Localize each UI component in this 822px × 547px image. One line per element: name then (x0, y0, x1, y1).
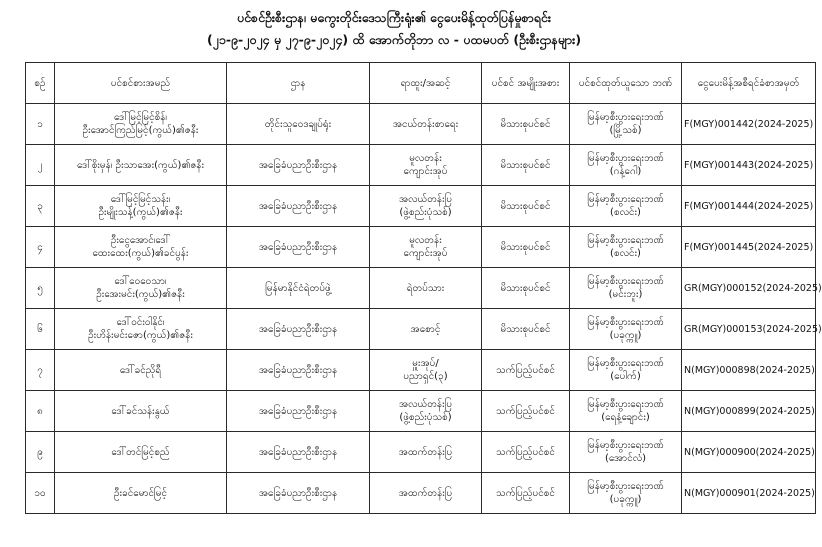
cell-pension-type (482, 309, 570, 350)
cell-pension-type (482, 227, 570, 268)
document-title: ပင်စင်ဦးစီးဌာန၊ မကွေးတိုင်းဒေသကြီးရုံး၏ ငွေပေးမိန့်ထုတ်ပြန်မှုစာရင်း (236, 10, 552, 25)
table-row (26, 227, 816, 268)
cell-bank-line: မြန်မာ့စီးပွားရေးဘဏ် (587, 440, 664, 451)
cell-bank-line: မြန်မာ့စီးပွားရေးဘဏ် (587, 276, 664, 287)
cell-bank-line: (ဂန့်ဂေါ) (609, 166, 642, 177)
cell-position (370, 391, 482, 432)
cell-name-line: ဒေါ်စိုးမှန်၊ ဦးသာအေး(ကွယ်)၏ဇနီး (76, 159, 205, 171)
cell-office (227, 473, 370, 514)
cell-position-line: မူလတန်း (409, 235, 442, 246)
cell-pension-type (482, 268, 570, 309)
cell-pension-type-line: သက်ပြည့်ပင်စင် (496, 446, 555, 458)
table-row (26, 432, 816, 473)
cell-position-line: အလယ်တန်းပြ (398, 194, 453, 205)
cell-pension-type (482, 186, 570, 227)
cell-name (55, 473, 227, 514)
cell-office-line: မြန်မာနိုင်ငံရဲတပ်ဖွဲ့ (265, 282, 331, 294)
cell-office-line: အခြေခံပညာဦးစီးဌာန (258, 405, 338, 417)
table-row (26, 309, 816, 350)
cell-pension-type (482, 432, 570, 473)
cell-bank-line: (မင်းဘူး) (608, 289, 643, 300)
cell-position-line: မှူးအုပ်/ (412, 358, 439, 369)
cell-position-line: အလယ်တန်းပြ (398, 399, 453, 410)
cell-pension-type (482, 145, 570, 186)
cell-no: ၁၀ (26, 473, 55, 514)
table-body (26, 104, 822, 514)
cell-pension-type (482, 104, 570, 145)
cell-report-no: GR(MGY)000153(2024-2025) (682, 309, 816, 350)
cell-pension-type-line: မိသားစုပင်စင် (500, 323, 551, 335)
cell-name-line: ဦးဟိန်းမင်းဇော(ကွယ်)၏ဇနီး (88, 330, 193, 341)
col-header-position: ရာထူး/အဆင့် (370, 63, 482, 104)
cell-office-line: အခြေခံပညာဦးစီးဌာန (258, 446, 338, 458)
cell-pension-type-line: သက်ပြည့်ပင်စင် (496, 364, 555, 376)
cell-bank (570, 268, 682, 309)
table-row (26, 473, 816, 514)
cell-position (370, 227, 482, 268)
cell-bank (570, 145, 682, 186)
cell-position (370, 309, 482, 350)
cell-office-line: အခြေခံပညာဦးစီးဌာန (258, 200, 338, 212)
cell-report-no: F(MGY)001442(2024-2025) (682, 104, 816, 145)
cell-position-line: (ဖွဲ့စည်းပုံသစ်) (399, 207, 452, 218)
cell-name (55, 309, 227, 350)
cell-position-line: အငယ်တန်းစာရေး (392, 118, 459, 130)
cell-position-line: ပညာရှင်(၃) (403, 371, 448, 382)
cell-bank-line: (ပေါက်) (610, 371, 641, 382)
cell-office-line: အခြေခံပညာဦးစီးဌာန (258, 241, 338, 253)
cell-report-no: GR(MGY)000152(2024-2025) (682, 268, 816, 309)
cell-bank (570, 186, 682, 227)
cell-name-line: ဒေါ်ဝင်းဝါနိုင်၊ (116, 317, 165, 328)
cell-name (55, 391, 227, 432)
cell-name (55, 145, 227, 186)
cell-name (55, 227, 227, 268)
cell-position-line: အစောင့် (410, 323, 441, 335)
cell-name-line: ဒေါ်တင်မြင့်စည် (111, 446, 170, 458)
cell-name-line: ဒေါ်ခင်ညိုရီ (119, 364, 162, 376)
cell-bank-line: မြန်မာ့စီးပွားရေးဘဏ် (587, 194, 664, 205)
cell-position (370, 104, 482, 145)
cell-report-no: N(MGY)000900(2024-2025) (682, 432, 816, 473)
cell-office (227, 391, 370, 432)
col-header-report-no: ငွေပေးမိန့်အစီရင်ခံစာအမှတ် (682, 63, 816, 104)
cell-name-line: ဒေါ်ခင်သန်းနွယ် (111, 405, 170, 417)
cell-name-line: ဒေါ်မြင့်မြင့်စိန်၊ (113, 112, 168, 123)
cell-position-line: ကျောင်းအုပ် (403, 248, 448, 259)
cell-bank-line: (စလင်း) (610, 207, 641, 218)
col-header-bank: ပင်စင်ထုတ်ယူသော ဘဏ် (570, 63, 682, 104)
cell-office (227, 186, 370, 227)
cell-name (55, 432, 227, 473)
cell-bank (570, 104, 682, 145)
cell-pension-type (482, 391, 570, 432)
cell-report-no: N(MGY)000901(2024-2025) (682, 473, 816, 514)
cell-position-line: အထက်တန်းပြ (398, 446, 453, 458)
cell-report-no: N(MGY)000898(2024-2025) (682, 350, 816, 391)
cell-office (227, 227, 370, 268)
cell-report-no: F(MGY)001445(2024-2025) (682, 227, 816, 268)
cell-position (370, 186, 482, 227)
cell-position-line: ကျောင်းအုပ် (403, 166, 448, 177)
cell-name (55, 186, 227, 227)
cell-bank-line: မြန်မာ့စီးပွားရေးဘဏ် (587, 235, 664, 246)
cell-bank-line: မြန်မာ့စီးပွားရေးဘဏ် (587, 317, 664, 328)
table-row (26, 145, 816, 186)
cell-pension-type-line: မိသားစုပင်စင် (500, 282, 551, 294)
cell-position-line: (ဖွဲ့စည်းပုံသစ်) (399, 412, 452, 423)
cell-bank-line: (ပခုက္ကူ) (609, 330, 642, 341)
cell-no: ၈ (26, 391, 55, 432)
cell-name (55, 104, 227, 145)
pension-table (25, 62, 822, 514)
cell-pension-type-line: မိသားစုပင်စင် (500, 200, 551, 212)
cell-bank-line: (ပခုက္ကူ) (609, 494, 642, 505)
cell-office-line: အခြေခံပညာဦးစီးဌာန (258, 487, 338, 499)
cell-position-line: မူလတန်း (409, 153, 442, 164)
cell-office (227, 309, 370, 350)
cell-position (370, 350, 482, 391)
table-row (26, 391, 816, 432)
table-row (26, 268, 816, 309)
cell-pension-type-line: မိသားစုပင်စင် (500, 118, 551, 130)
document-subtitle: (၂၁-၉-၂၀၂၄ မှ ၂၇-၉-၂၀၂၄) ထိ အောက်တိုဘာ လ - ပထမပတ် (ဦးစီးဌာနများ) (206, 32, 582, 47)
cell-bank-line: မြန်မာ့စီးပွားရေးဘဏ် (587, 481, 664, 492)
cell-no: ၉ (26, 432, 55, 473)
cell-bank (570, 227, 682, 268)
cell-bank-line: (ရေနံ့ချောင်း) (601, 412, 650, 423)
cell-pension-type-line: မိသားစုပင်စင် (500, 241, 551, 253)
cell-no: ၂ (26, 145, 55, 186)
cell-no: ၄ (26, 227, 55, 268)
cell-office-line: အခြေခံပညာဦးစီးဌာန (258, 364, 338, 376)
cell-no: ၇ (26, 350, 55, 391)
cell-report-no: F(MGY)001443(2024-2025) (682, 145, 816, 186)
cell-office (227, 104, 370, 145)
cell-bank-line: မြန်မာ့စီးပွားရေးဘဏ် (587, 358, 664, 369)
col-header-name: ပင်စင်စားအမည် (55, 63, 227, 104)
cell-bank-line: မြန်မာ့စီးပွားရေးဘဏ် (587, 399, 664, 410)
cell-bank-line: (စလင်း) (610, 248, 641, 259)
cell-name (55, 350, 227, 391)
cell-name-line: ထေးထေး(ကွယ်)၏ခင်ပွန်း (92, 248, 189, 259)
cell-name-line: ဦးအေးမင်း(ကွယ်)၏ဇနီး (96, 289, 185, 300)
cell-pension-type (482, 350, 570, 391)
cell-name (55, 268, 227, 309)
cell-name-line: ဒေါ်မြင့်မြင့်သန်း၊ (110, 194, 171, 205)
cell-name-line: ဦးမျိုးသန့်(ကွယ်)၏ဇနီး (98, 207, 183, 218)
cell-name-line: ဒေါ်ဝေဝေသာ၊ (114, 276, 167, 287)
cell-no: ၅ (26, 268, 55, 309)
cell-no: ၃ (26, 186, 55, 227)
cell-name-line: ဦးခင်မောင်မြင့် (114, 487, 167, 499)
cell-office (227, 145, 370, 186)
cell-pension-type-line: သက်ပြည့်ပင်စင် (496, 405, 555, 417)
cell-position (370, 473, 482, 514)
cell-pension-type-line: သက်ပြည့်ပင်စင် (496, 487, 555, 499)
cell-bank-line: မြန်မာ့စီးပွားရေးဘဏ် (587, 153, 664, 164)
cell-office (227, 350, 370, 391)
cell-bank-line: (အောင်လံ) (604, 453, 647, 464)
cell-office (227, 268, 370, 309)
cell-bank (570, 309, 682, 350)
cell-bank (570, 432, 682, 473)
cell-no: ၁ (26, 104, 55, 145)
cell-report-no: F(MGY)001444(2024-2025) (682, 186, 816, 227)
cell-position-line: ရဲတပ်သား (406, 282, 445, 294)
cell-bank-line: (မြို့သစ်) (609, 125, 642, 136)
col-header-pension-type: ပင်စင် အမျိုးအစား (482, 63, 570, 104)
cell-bank-line: မြန်မာ့စီးပွားရေးဘဏ် (587, 112, 664, 123)
cell-position (370, 268, 482, 309)
cell-bank (570, 350, 682, 391)
col-header-office: ဌာန (227, 63, 370, 104)
table-header-row (26, 63, 816, 104)
cell-bank (570, 473, 682, 514)
cell-name-line: ဦးငွေအောင်၊ဒေါ် (110, 235, 171, 246)
cell-office (227, 432, 370, 473)
cell-position-line: အထက်တန်းပြ (398, 487, 453, 499)
cell-position (370, 432, 482, 473)
cell-bank (570, 391, 682, 432)
cell-name-line: ဦးအောင်ကြည်မြင့်(ကွယ်)၏ဇနီး (82, 125, 199, 136)
table-row (26, 104, 816, 145)
table-row (26, 350, 816, 391)
table-row (26, 186, 816, 227)
cell-pension-type-line: မိသားစုပင်စင် (500, 159, 551, 171)
cell-office-line: တိုင်းသူဝေဒချုပ်ရုံး (264, 118, 332, 130)
col-header-no: စဉ် (26, 63, 55, 104)
cell-office-line: အခြေခံပညာဦးစီးဌာန (258, 323, 338, 335)
cell-no: ၆ (26, 309, 55, 350)
cell-position (370, 145, 482, 186)
cell-office-line: အခြေခံပညာဦးစီးဌာန (258, 159, 338, 171)
cell-pension-type (482, 473, 570, 514)
cell-report-no: N(MGY)000899(2024-2025) (682, 391, 816, 432)
